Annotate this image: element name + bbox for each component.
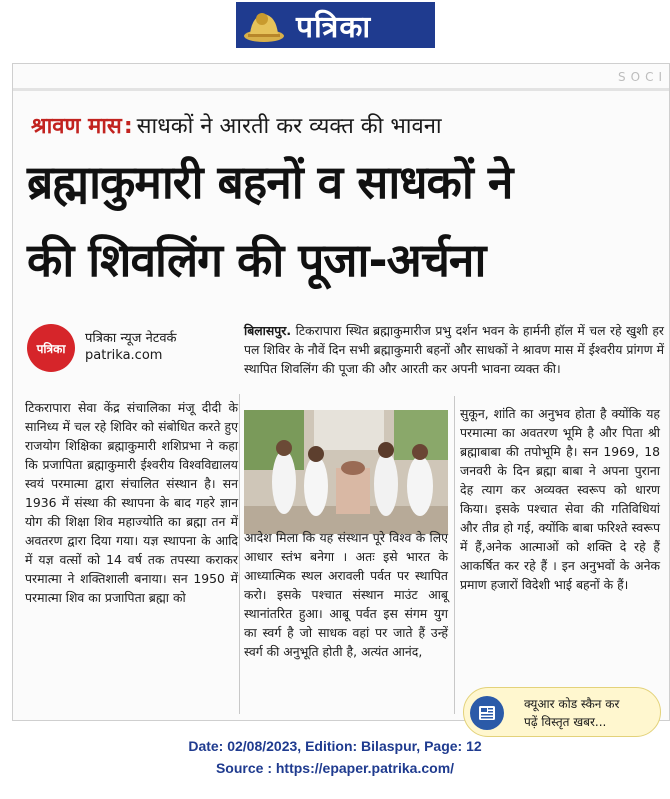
- headline-line-1: ब्रह्माकुमारी बहनों व साधकों ने: [27, 155, 513, 209]
- byline-site[interactable]: patrika.com: [85, 348, 163, 363]
- column-2-text: आदेश मिला कि यह संस्थान पूरे विश्व के लिए आधार स्तंभ बनेगा । अतः इसे भारत के आध्यात्मिक स्थल अरावली पर्वत पर स्थापित करो। इसके पश्चात संस्थान माउंट आबू स्थानांतरित हुआ। आबू पर्वत इस संगम युग का स्वर्ग है जो साधक वहां पर जाते हैं उन्हें स्वर्ग की अनुभूति होती है, अत्यंत आनंद,: [244, 530, 448, 659]
- column-1-text: टिकरापारा सेवा केंद्र संचालिका मंजू दीदी के सानिध्य में चल रहे शिविर को संबोधित करते हुए राजयोग शिक्षिका ब्रह्माकुमारी शशिप्रभा ने कहा कि प्रजापिता ब्रह्माकुमारी ईश्वरीय विश्वविद्यालय स्वयं परमात्मा द्वारा संचालित संस्थान है। सन 1936 में संस्था की स्थापना के बाद गहरे ज्ञान योग की शिक्षा शिव महाज्योति का ब्रह्मा तन में अवतरण द्वारा दिया गया। यज्ञ स्थापना के आदि में यज्ञ वत्सों को 14 वर्ष तक तपस्या कराकर परमात्मा ने शक्तिशाली बनाया। सन 1950 में परमात्मा शिव का प्रजापिता ब्रह्मा को: [25, 400, 238, 605]
- section-tag: SOCI: [618, 70, 667, 84]
- lead-text: टिकरापारा स्थित ब्रह्माकुमारीज प्रभु दर्शन भवन के हार्मनी हॉल में चल रहे खुशी हर पल शिविर के नौवें दिन सभी ब्रह्माकुमारी बहनों और साधकों ने श्रावण मास में ईश्वरीय प्रांगण में स्थापित शिवलिंग की पूजा की और आरती कर अपनी भावना व्यक्त की।: [244, 323, 664, 376]
- qr-scan-box[interactable]: [463, 687, 661, 737]
- column-divider: [454, 396, 455, 714]
- top-rule: [13, 88, 669, 91]
- news-clipping: [12, 63, 670, 729]
- newspaper-icon: [470, 696, 504, 730]
- masthead[interactable]: [236, 2, 435, 48]
- kicker: [31, 110, 442, 140]
- article-column-2: [244, 528, 448, 661]
- qr-text-2: पढ़ें विस्तृत खबर...: [524, 715, 607, 729]
- byline-network: पत्रिका न्यूज नेटवर्क: [85, 331, 177, 346]
- dateline: बिलासपुर.: [244, 323, 292, 338]
- patrika-logo: पत्रिका: [27, 324, 75, 372]
- kicker-separator: :: [123, 114, 133, 139]
- article-column-3: [460, 404, 660, 594]
- kicker-label: श्रावण मास: [31, 114, 122, 139]
- masthead-brand: पत्रिका: [296, 9, 372, 45]
- news-photo: [244, 410, 448, 534]
- kicker-text: साधकों ने आरती कर व्यक्त की भावना: [136, 114, 442, 139]
- footer-source[interactable]: Source : https://epaper.patrika.com/: [215, 760, 455, 776]
- lead-paragraph: [244, 321, 664, 378]
- byline: [25, 324, 240, 372]
- article-column-1: [25, 398, 238, 607]
- headline-line-2: की शिवलिंग की पूजा-अर्चना: [27, 233, 486, 287]
- qr-text-1: क्यूआर कोड स्कैन कर: [524, 697, 620, 711]
- photo-illustration: [244, 410, 448, 534]
- lion-emblem-icon: [236, 2, 292, 48]
- footer-date: Date: 02/08/2023, Edition: Bilaspur, Page: 12: [188, 738, 482, 754]
- column-3-text: सुकून, शांति का अनुभव होता है क्योंकि यह परमात्मा का अवतरण भूमि है और पिता श्री ब्रह्माबाबा की तपोभूमि है। सन 1969, 18 जनवरी के दिन ब्रह्मा बाबा ने अपना पुराना देह त्याग कर अव्यक्त स्वरूप को धारण किया। इसके पश्चात सेवा की गतिविधियां और तीव्र हो गई, क्योंकि बाबा फरिश्ते स्वरूप में हैं,अनेक आत्माओं को शक्ति दे रहे हैं आकर्षित कर रहे हैं । इन अनुभवों के अनेक प्रमाण हजारों विदेशी भाई बहनों के हैं।: [460, 406, 660, 592]
- column-divider: [239, 394, 240, 714]
